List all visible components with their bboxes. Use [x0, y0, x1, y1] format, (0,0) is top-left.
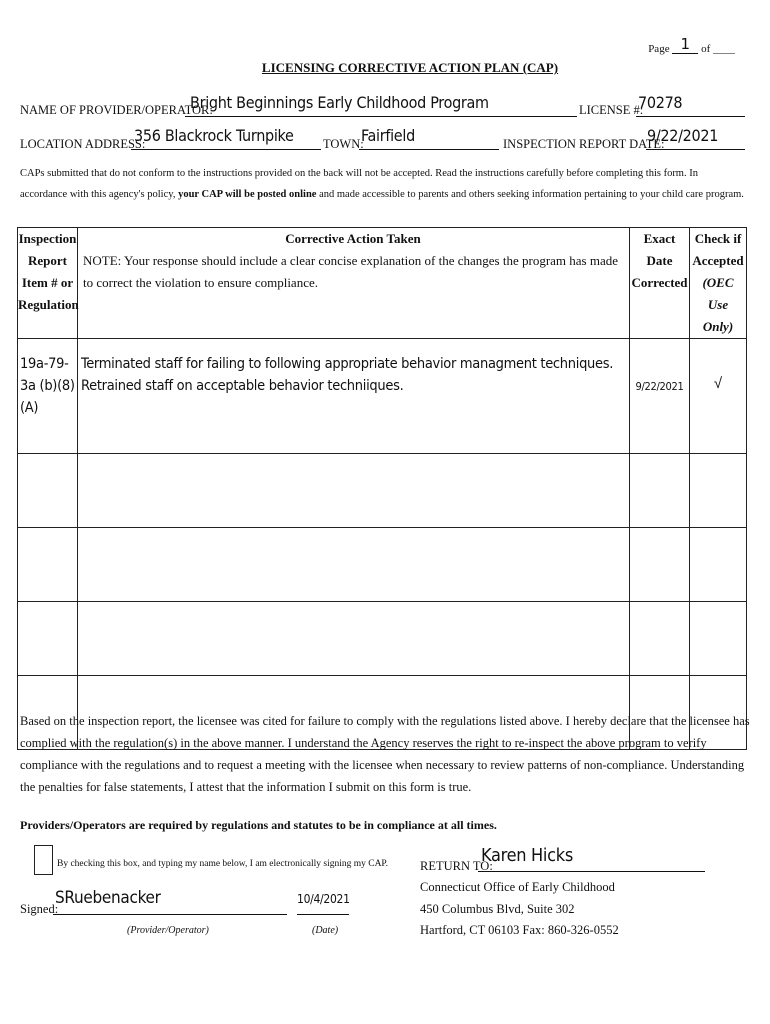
signed-label: Signed: [20, 902, 59, 916]
address-label: LOCATION ADDRESS: [20, 137, 146, 151]
cap-table [17, 227, 747, 750]
page-title: LICENSING CORRECTIVE ACTION PLAN (CAP) [261, 60, 559, 75]
provider-field[interactable]: Bright Beginnings Early Childhood Program [190, 93, 489, 112]
provider-label: NAME OF PROVIDER/OPERATOR: [20, 103, 213, 117]
signed-field[interactable]: SRuebenacker [55, 888, 161, 908]
notice-bold: your CAP will be posted online [178, 189, 317, 200]
row-check[interactable]: √ [690, 339, 747, 454]
page-prefix: Page [648, 43, 670, 55]
license-field[interactable]: 70278 [638, 93, 683, 112]
page-number-value[interactable]: 1 [672, 35, 698, 54]
return-address-1: Connecticut Office of Early Childhood [420, 880, 615, 894]
table-row [18, 602, 747, 676]
row-date[interactable]: 9/22/2021 [630, 339, 690, 454]
col-header-action-note: NOTE: Your response should include a clear concise explanation of the changes the program has made to correct the violation to ensure compliance. [83, 253, 619, 290]
notice-text [20, 163, 745, 205]
compliance-notice: Providers/Operators are required by regulations and statutes to be in compliance at all times. [20, 818, 497, 832]
page-of: of ____ [701, 43, 735, 55]
provider-caption: (Provider/Operator) [127, 925, 209, 936]
address-field[interactable]: 356 Blackrock Turnpike [134, 126, 294, 145]
license-label: LICENSE #: [579, 103, 644, 117]
col-header-regulation: Inspection Report Item # or Regulation [18, 228, 78, 339]
table-row [18, 528, 747, 602]
notice-text-2: and made accessible to parents and others seeking information pertaining to your child care program. [316, 189, 744, 200]
inspection-date-label: INSPECTION REPORT DATE: [503, 137, 665, 151]
col-header-action [78, 228, 630, 339]
col-header-action-title: Corrective Action Taken [285, 231, 421, 246]
row-regulation[interactable]: 19a-79-3a (b)(8)(A) [18, 339, 78, 454]
row-action[interactable]: Terminated staff for failing to following appropriate behavior managment techniques. Retrained staff on acceptable behavior techniiques. [78, 339, 630, 454]
declaration-text: Based on the inspection report, the licensee was cited for failure to comply with the regulations listed above. I hereby declare that the licensee has complied with the regulation(s) in the above manner. I understand the Agency reserves the right to re-inspect the above program to verify compliance with the regulations and to request a meeting with the licensee when necessary to review patterns of non-compliance. Understanding the penalties for false statements, I attest that the information I submit on this form is true. [20, 714, 750, 794]
esign-checkbox[interactable] [34, 845, 53, 875]
page-number [648, 35, 735, 57]
table-row [18, 339, 747, 454]
col-header-date: Exact Date Corrected [630, 228, 690, 339]
town-label: TOWN: [323, 137, 364, 151]
table-row [18, 454, 747, 528]
date-caption: (Date) [312, 925, 339, 936]
notice-text-1: CAPs submitted that do not conform to the instructions provided on the back will not be accepted. Read the instructions carefully before completing this form. In accordance with this agency's policy, [20, 168, 698, 200]
return-address-2: 450 Columbus Blvd, Suite 302 [420, 902, 575, 916]
return-label: RETURN TO: [420, 859, 493, 873]
table-header-row [18, 228, 747, 339]
return-address-3: Hartford, CT 06103 Fax: 860-326-0552 [420, 923, 619, 937]
signed-date-field[interactable]: 10/4/2021 [297, 892, 350, 906]
return-name-field[interactable]: Karen Hicks [481, 845, 573, 866]
col-header-accepted: Check if Accepted (OEC Use Only) [690, 228, 747, 339]
town-field[interactable]: Fairfield [361, 126, 415, 145]
inspection-date-field[interactable]: 9/22/2021 [647, 126, 719, 145]
esign-text: By checking this box, and typing my name below, I am electronically signing my CAP. [57, 859, 389, 869]
